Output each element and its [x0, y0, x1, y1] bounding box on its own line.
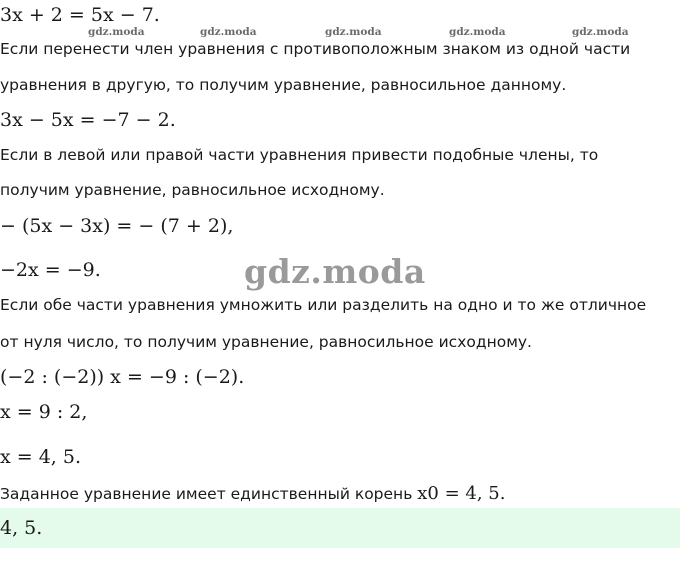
equation-4: −2x = −9.	[0, 259, 101, 281]
equation-6: x = 9 : 2,	[0, 401, 88, 423]
conclusion-line	[0, 485, 505, 503]
conclusion-text: Заданное уравнение имеет единственный корень	[0, 485, 413, 503]
explanation-line: Если обе части уравнения умножить или разделить на одно и то же отличное	[0, 296, 647, 314]
explanation-line: получим уравнение, равносильное исходному.	[0, 181, 385, 199]
equation-7: x = 4, 5.	[0, 446, 82, 468]
root-expression: x0 = 4, 5.	[417, 483, 506, 504]
watermark-logo: gdz.moda	[244, 252, 426, 291]
explanation-line: уравнения в другую, то получим уравнение, равносильное данному.	[0, 76, 567, 94]
equation-3: − (5x − 3x) = − (7 + 2),	[0, 215, 234, 237]
equation-1: 3x + 2 = 5x − 7.	[0, 4, 160, 26]
answer-box	[0, 508, 680, 548]
answer-value: 4, 5.	[0, 517, 43, 539]
watermark: gdz.moda	[325, 26, 382, 38]
watermark: gdz.moda	[88, 26, 145, 38]
equation-2: 3x − 5x = −7 − 2.	[0, 109, 176, 131]
watermark: gdz.moda	[449, 26, 506, 38]
equation-5: (−2 : (−2)) x = −9 : (−2).	[0, 366, 245, 388]
watermark: gdz.moda	[200, 26, 257, 38]
explanation-line: Если в левой или правой части уравнения привести подобные члены, то	[0, 146, 599, 164]
explanation-line: от нуля число, то получим уравнение, равносильное исходному.	[0, 333, 532, 351]
watermark: gdz.moda	[572, 26, 629, 38]
explanation-line: Если перенести член уравнения с противоположным знаком из одной части	[0, 40, 631, 58]
